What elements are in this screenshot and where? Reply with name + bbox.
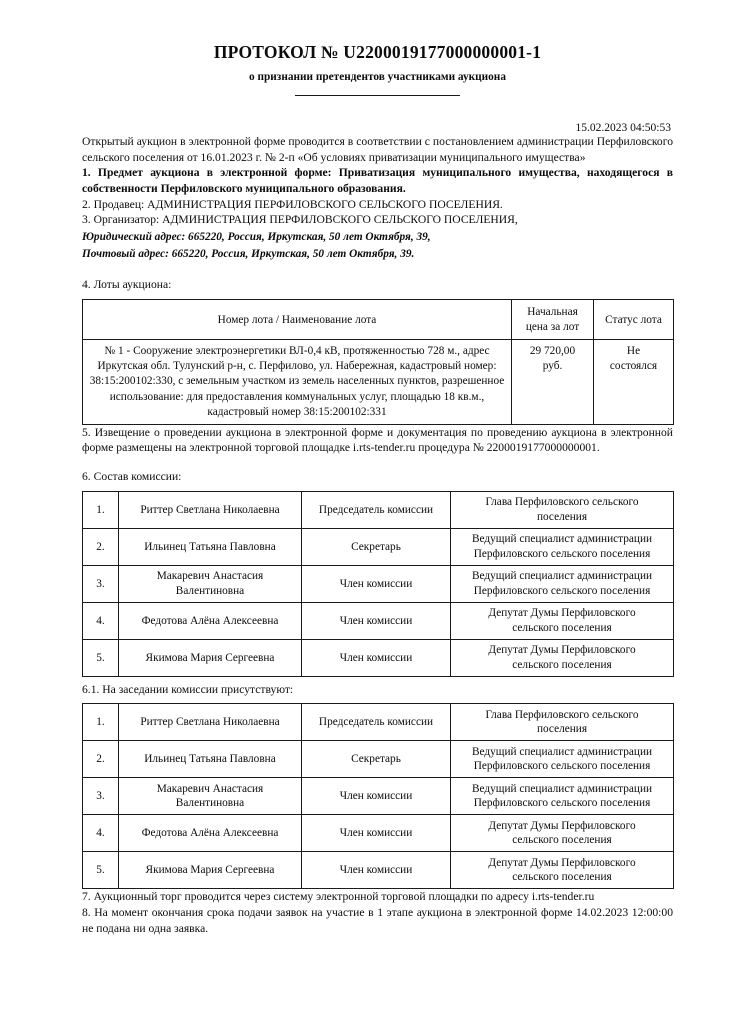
attendance-row-position	[451, 852, 674, 889]
position-line-1: Депутат Думы Перфиловского	[488, 856, 636, 869]
section-4-label: 4. Лоты аукциона:	[82, 277, 172, 291]
lot-header-status: Статус лота	[594, 300, 674, 340]
table-row	[83, 340, 674, 425]
commission-row-number: 2.	[83, 528, 119, 565]
lot-header-name: Номер лота / Наименование лота	[83, 300, 512, 340]
position-line-2: сельского поселения	[512, 834, 612, 847]
position-line-1: Ведущий специалист администрации	[471, 745, 653, 758]
commission-row-role: Секретарь	[302, 528, 451, 565]
attendance-row-number: 4.	[83, 815, 119, 852]
lot-status-line2: состоялся	[609, 359, 658, 372]
table-row	[83, 491, 674, 528]
commission-row-position	[451, 491, 674, 528]
organizer-postal-address: Почтовый адрес: 665220, Россия, Иркутская, 50 лет Октября, 39.	[82, 247, 415, 260]
attendance-row-role: Член комиссии	[302, 852, 451, 889]
attendance-row-number: 2.	[83, 741, 119, 778]
section-6-1-label: 6.1. На заседании комиссии присутствуют:	[82, 682, 294, 696]
attendance-row-position	[451, 815, 674, 852]
lot-header-price-line1: Начальная	[527, 306, 578, 319]
lot-header-price-line2: цена за лот	[525, 320, 580, 333]
organizer-legal-address: Юридический адрес: 665220, Россия, Иркутская, 50 лет Октября, 39,	[82, 230, 431, 243]
position-line-1: Ведущий специалист администрации	[471, 570, 653, 583]
table-row	[83, 565, 674, 602]
commission-row-number: 4.	[83, 602, 119, 639]
position-line-1: Глава Перфиловского сельского	[485, 708, 639, 721]
attendance-row-name: Якимова Мария Сергеевна	[119, 852, 302, 889]
commission-row-name: Якимова Мария Сергеевна	[119, 639, 302, 676]
section-2-seller: 2. Продавец: АДМИНИСТРАЦИЯ ПЕРФИЛОВСКОГО СЕЛЬСКОГО ПОСЕЛЕНИЯ.	[82, 197, 503, 211]
commission-row-position	[451, 602, 674, 639]
commission-row-name: Риттер Светлана Николаевна	[119, 491, 302, 528]
page-subtitle: о признании претендентов участниками аукциона	[249, 70, 506, 83]
name-line-1: Макаревич Анастасия	[156, 782, 264, 795]
lot-status-line1: Не	[626, 345, 641, 358]
position-line-1: Ведущий специалист администрации	[471, 782, 653, 795]
attendance-row-position	[451, 704, 674, 741]
attendance-row-name	[119, 778, 302, 815]
name-line-2: Валентиновна	[175, 584, 245, 597]
section-5-notice: 5. Извещение о проведении аукциона в электронной форме и документация по проведению аукциона в электронной форме размещены на электронной торговой площадке i.rts-tender.ru процедура № 2200019177000000001.	[82, 425, 673, 455]
table-row	[83, 602, 674, 639]
commission-row-role: Председатель комиссии	[302, 491, 451, 528]
intro-paragraph: Открытый аукцион в электронной форме проводится в соответствии с постановлением администрации Перфиловского сельского поселения от 16.01.2023 г. № 2-п «Об условиях приватизации муниципального имущества»	[82, 134, 673, 164]
commission-row-role: Член комиссии	[302, 602, 451, 639]
attendance-row-position	[451, 778, 674, 815]
section-1-subject: 1. Предмет аукциона в электронной форме: Приватизация муниципального имущества, находящегося в собственности Перфиловского муниципального образования.	[82, 166, 673, 195]
attendance-row-number: 5.	[83, 852, 119, 889]
position-line-2: Перфиловского сельского поселения	[473, 760, 651, 773]
table-row	[83, 639, 674, 676]
attendance-row-name: Ильинец Татьяна Павловна	[119, 741, 302, 778]
table-row	[83, 704, 674, 741]
commission-row-role: Член комиссии	[302, 639, 451, 676]
table-row	[83, 852, 674, 889]
lot-status-cell	[594, 340, 674, 425]
commission-row-name: Федотова Алёна Алексеевна	[119, 602, 302, 639]
table-row	[83, 815, 674, 852]
commission-row-name: Ильинец Татьяна Павловна	[119, 528, 302, 565]
attendance-row-role: Секретарь	[302, 741, 451, 778]
table-row	[83, 741, 674, 778]
lot-price-value: 29 720,00	[529, 345, 576, 358]
position-line-2: Перфиловского сельского поселения	[473, 547, 651, 560]
attendance-row-position	[451, 741, 674, 778]
title-block	[82, 0, 673, 96]
attendance-row-role: Председатель комиссии	[302, 704, 451, 741]
name-line-1: Макаревич Анастасия	[156, 570, 264, 583]
lot-header-price	[512, 300, 594, 340]
lot-table-header-row	[83, 300, 674, 340]
position-line-1: Депутат Думы Перфиловского	[488, 644, 636, 657]
section-6-label: 6. Состав комиссии:	[82, 470, 182, 484]
position-line-2: поселения	[536, 723, 588, 736]
commission-row-number: 3.	[83, 565, 119, 602]
commission-row-position	[451, 528, 674, 565]
position-line-2: сельского поселения	[512, 621, 612, 634]
commission-table	[82, 491, 674, 677]
table-row	[83, 528, 674, 565]
lot-price-currency: руб.	[542, 359, 563, 372]
position-line-1: Депутат Думы Перфиловского	[488, 607, 636, 620]
commission-row-number: 1.	[83, 491, 119, 528]
document-datetime: 15.02.2023 04:50:53	[575, 121, 671, 134]
section-3-organizer: 3. Организатор: АДМИНИСТРАЦИЯ ПЕРФИЛОВСКОГО СЕЛЬСКОГО ПОСЕЛЕНИЯ,	[82, 213, 518, 227]
position-line-1: Глава Перфиловского сельского	[485, 496, 639, 509]
lot-name-cell: № 1 - Сооружение электроэнергетики ВЛ-0,4 кВ, протяженностью 728 м., адрес Иркутская обл. Тулунский р-н, с. Перфилово, ул. Набережная, кадастровый номер: 38:15:200102:330, с земельным участком из земель населенных пунктов, разрешенное использование: для предоставления коммунальных услуг, площадью 18 кв.м., кадастровый номер 38:15:200102:331	[83, 340, 512, 425]
position-line-2: Перфиловского сельского поселения	[473, 797, 651, 810]
commission-row-position	[451, 565, 674, 602]
position-line-2: сельского поселения	[512, 871, 612, 884]
attendance-row-number: 3.	[83, 778, 119, 815]
position-line-2: Перфиловского сельского поселения	[473, 584, 651, 597]
attendance-row-number: 1.	[83, 704, 119, 741]
attendance-row-name: Риттер Светлана Николаевна	[119, 704, 302, 741]
title-divider	[295, 95, 460, 96]
section-7-trading: 7. Аукционный торг проводится через систему электронной торговой площадки по адресу i.rts-tender.ru	[82, 890, 595, 904]
position-line-1: Ведущий специалист администрации	[471, 533, 653, 546]
attendance-row-role: Член комиссии	[302, 815, 451, 852]
table-row	[83, 778, 674, 815]
document-content	[82, 0, 673, 936]
position-line-1: Депутат Думы Перфиловского	[488, 819, 636, 832]
page-title: ПРОТОКОЛ № U2200019177000000001-1	[213, 42, 542, 62]
commission-row-role: Член комиссии	[302, 565, 451, 602]
name-line-2: Валентиновна	[175, 797, 245, 810]
section-8-applications: 8. На момент окончания срока подачи заявок на участие в 1 этапе аукциона в электронной форме 14.02.2023 12:00:00 не подана ни одна заявка.	[82, 906, 673, 935]
attendance-row-role: Член комиссии	[302, 778, 451, 815]
lot-price-cell	[512, 340, 594, 425]
position-line-2: поселения	[536, 510, 588, 523]
commission-row-name	[119, 565, 302, 602]
commission-row-position	[451, 639, 674, 676]
commission-row-number: 5.	[83, 639, 119, 676]
attendance-table	[82, 703, 674, 889]
position-line-2: сельского поселения	[512, 658, 612, 671]
lot-table	[82, 299, 674, 425]
attendance-row-name: Федотова Алёна Алексеевна	[119, 815, 302, 852]
